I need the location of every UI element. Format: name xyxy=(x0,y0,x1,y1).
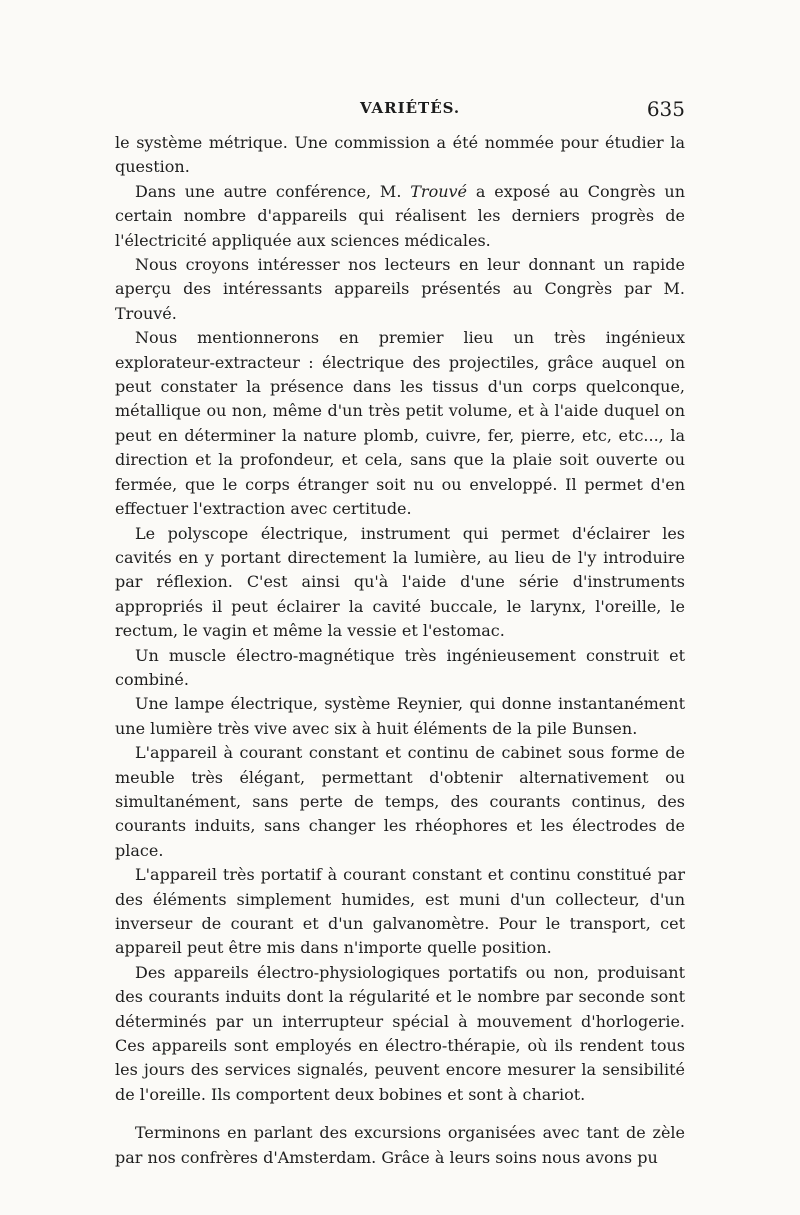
author-name-italic: Trouvé xyxy=(410,181,468,201)
paragraph-appareils-electro-physiologiques: Des appareils électro-physiologiques portatifs ou non, produisant des courants induits dont la régularité et le nombre par seconde sont déterminés par un interrupteur spécial à mouvement d'horlogerie. Ces appareils sont employés en électro-thérapie, où ils rendent tous les jours des services signalés, peuvent encore mesurer la sensibilité de l'oreille. Ils comportent deux bobines et sont à chariot. xyxy=(115,962,685,1104)
page-number: 635 xyxy=(646,97,685,121)
paragraph-continuation: le système métrique. Une commission a été nommée pour étudier la question. xyxy=(115,133,685,177)
paragraph-text: Dans une autre conférence, M. xyxy=(135,181,411,201)
paragraph-explorateur: Nous mentionnerons en premier lieu un très ingénieux explorateur-extracteur : électrique des projectiles, grâce auquel on peut constater la présence dans les tissus d'un corps quelconque, métallique ou non, même d'un très petit volume, et à l'aide duquel on peut en déterminer la nature plomb, cuivre, fer, pierre, etc, etc..., la direction et la profondeur, et cela, sans que la plaie soit ouverte ou fermée, que le corps étranger soit nu ou enveloppé. Il permet d'en effectuer l'extraction avec certitude. xyxy=(115,328,685,519)
paragraph-trouve-conference xyxy=(115,180,685,253)
paragraph-text: a exposé au Congrès un certain nombre d'appareils qui réalisent les derniers progrès de l'électricité appliquée aux sciences médicales. xyxy=(115,181,686,250)
paragraph-appareil-portatif: L'appareil très portatif à courant constant et continu constitué par des éléments simplement humides, est muni d'un collecteur, d'un inverseur de courant et d'un galvanomètre. Pour le transport, cet appareil peut être mis dans n'importe quelle position. xyxy=(115,865,685,958)
article-text xyxy=(115,131,685,1170)
paragraph-excursions: Terminons en parlant des excursions organisées avec tant de zèle par nos confrères d'Amsterdam. Grâce à leurs soins nous avons pu xyxy=(115,1123,685,1167)
paragraph-polyscope: Le polyscope électrique, instrument qui permet d'éclairer les cavités en y portant directement la lumière, au lieu de l'y introduire par réflexion. C'est ainsi qu'à l'aide d'une série d'instruments appropriés il peut éclairer la cavité buccale, le larynx, l'oreille, le rectum, le vagin et même la vessie et l'estomac. xyxy=(115,523,685,641)
paragraph-appareil-cabinet: L'appareil à courant constant et continu de cabinet sous forme de meuble très élégant, permettant d'obtenir alternativement ou simultanément, sans perte de temps, des courants continus, des courants induits, sans changer les rhéophores et les électrodes de place. xyxy=(115,743,685,860)
paragraph-overview: Nous croyons intéresser nos lecteurs en leur donnant un rapide aperçu des intéressants appareils présentés au Congrès par M. Trouvé. xyxy=(115,255,685,323)
paragraph-lampe: Une lampe électrique, système Reynier, qui donne instantanément une lumière très vive avec six à huit éléments de la pile Bunsen. xyxy=(115,694,685,738)
running-header xyxy=(115,97,685,123)
paragraph-muscle: Un muscle électro-magnétique très ingénieusement construit et combiné. xyxy=(115,645,685,689)
running-title: VARIÉTÉS. xyxy=(360,99,461,117)
